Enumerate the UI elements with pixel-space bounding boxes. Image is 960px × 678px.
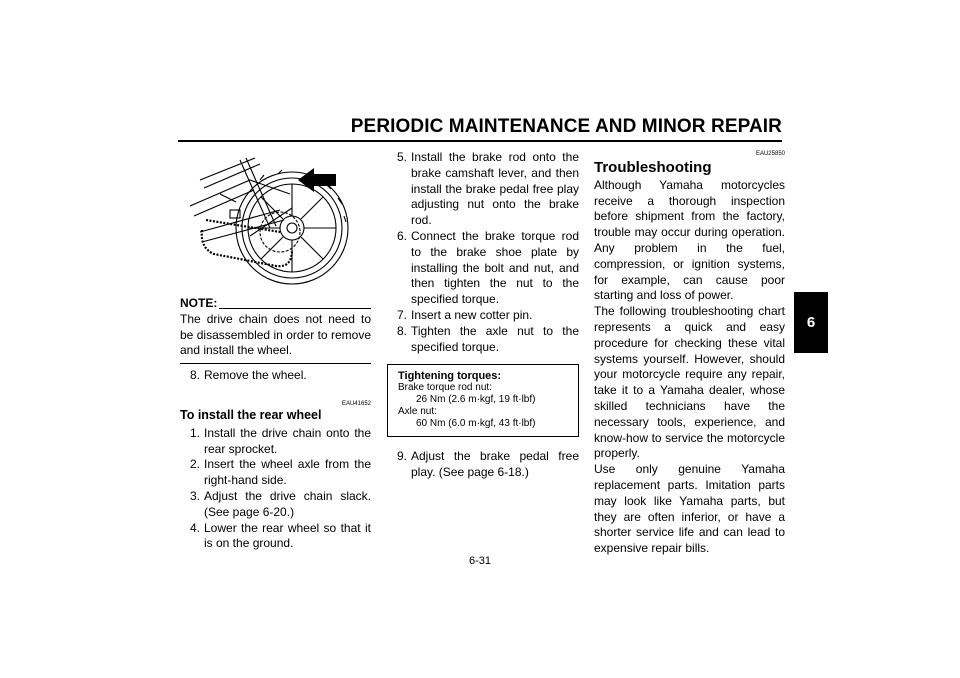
list-item [180,426,371,458]
rear-wheel-illustration-icon [180,150,371,286]
list-item [180,457,371,489]
troubleshooting-heading: Troubleshooting [594,159,712,176]
header-rule [178,140,782,142]
right-column [594,150,785,557]
tightening-torques-box [387,364,579,437]
step-text: Adjust the drive chain slack. (See page 6-20.) [204,488,371,519]
step-number: 8. [396,323,407,338]
note-rule [219,308,371,309]
list-item [387,324,579,356]
torque-item-value: 60 Nm (6.0 m·kgf, 43 ft·lbf) [416,418,536,430]
step-number: 4. [189,520,200,535]
left-column [180,150,371,552]
list-item [180,489,371,521]
note-text: The drive chain does not need to be disassembled in order to remove and install the wheel. [180,312,371,364]
step-number: 6. [396,228,407,243]
torque-box-title: Tightening torques: [398,370,502,383]
step-text: Tighten the axle nut to the specified torque. [411,323,579,354]
torque-item-value: 26 Nm (2.6 m·kgf, 19 ft·lbf) [416,394,536,406]
step-number: 1. [189,425,200,440]
page-header-title: PERIODIC MAINTENANCE AND MINOR REPAIR [350,116,782,137]
middle-column [387,150,579,481]
step-number: 9. [396,449,407,464]
reference-code: EAU41652 [341,400,371,407]
install-step-list [180,426,371,552]
list-item [387,449,579,481]
install-step-list-continued [387,150,579,355]
paragraph: The following troubleshooting chart represents a quick and easy procedure for checking these vital systems yourself. However, should your motorcycle require any repair, take it to a Yamaha dealer, whose skilled technicians have the necessary tools, experience, and know-how to service the motorcycle properly. [594,304,785,461]
paragraph: Although Yamaha motorcycles receive a thorough inspection before shipment from the factory, trouble may occur during operation. Any problem in the fuel, compression, or ignition systems, for example, can cause poor starting and loss of power. [594,177,785,303]
step-text: Insert the wheel axle from the right-hand side. [204,457,371,488]
step-number: 5. [396,150,407,164]
step-text: Install the brake rod onto the brake camshaft lever, and then install the brake pedal free play adjusting nut onto the brake rod. [411,150,579,228]
torque-item-label: Brake torque rod nut: [398,382,492,394]
removal-step-list [180,368,371,384]
paragraph: Use only genuine Yamaha replacement parts. Imitation parts may look like Yamaha parts, but they are often inferior, or have a shorter service life and can lead to expensive repair bills. [594,462,785,556]
step-number: 2. [189,457,200,472]
final-step-list [387,449,579,481]
reference-code: EAU25850 [755,151,785,157]
install-rear-wheel-heading: To install the rear wheel [180,407,322,422]
step-number: 7. [396,307,407,322]
list-item [180,368,371,384]
chapter-tab: 6 [794,292,828,353]
step-text: Install the drive chain onto the rear sprocket. [204,425,371,456]
step-text: Connect the brake torque rod to the brake shoe plate by installing the bolt and nut, and then tighten the nut to the specified torque. [411,228,579,307]
list-item [180,521,371,553]
step-text: Insert a new cotter pin. [411,307,533,322]
list-item [387,308,579,324]
step-text: Lower the rear wheel so that it is on the ground. [204,520,371,551]
step-number: 8. [189,368,200,383]
torque-item-label: Axle nut: [398,406,437,418]
note-label: NOTE: [180,296,218,310]
step-number: 3. [189,488,200,503]
step-text: Remove the wheel. [204,368,307,383]
list-item [387,229,579,308]
note-header [180,296,371,312]
page-number: 6-31 [468,555,492,567]
step-text: Adjust the brake pedal free play. (See page 6-18.) [411,449,579,480]
list-item [387,150,579,229]
